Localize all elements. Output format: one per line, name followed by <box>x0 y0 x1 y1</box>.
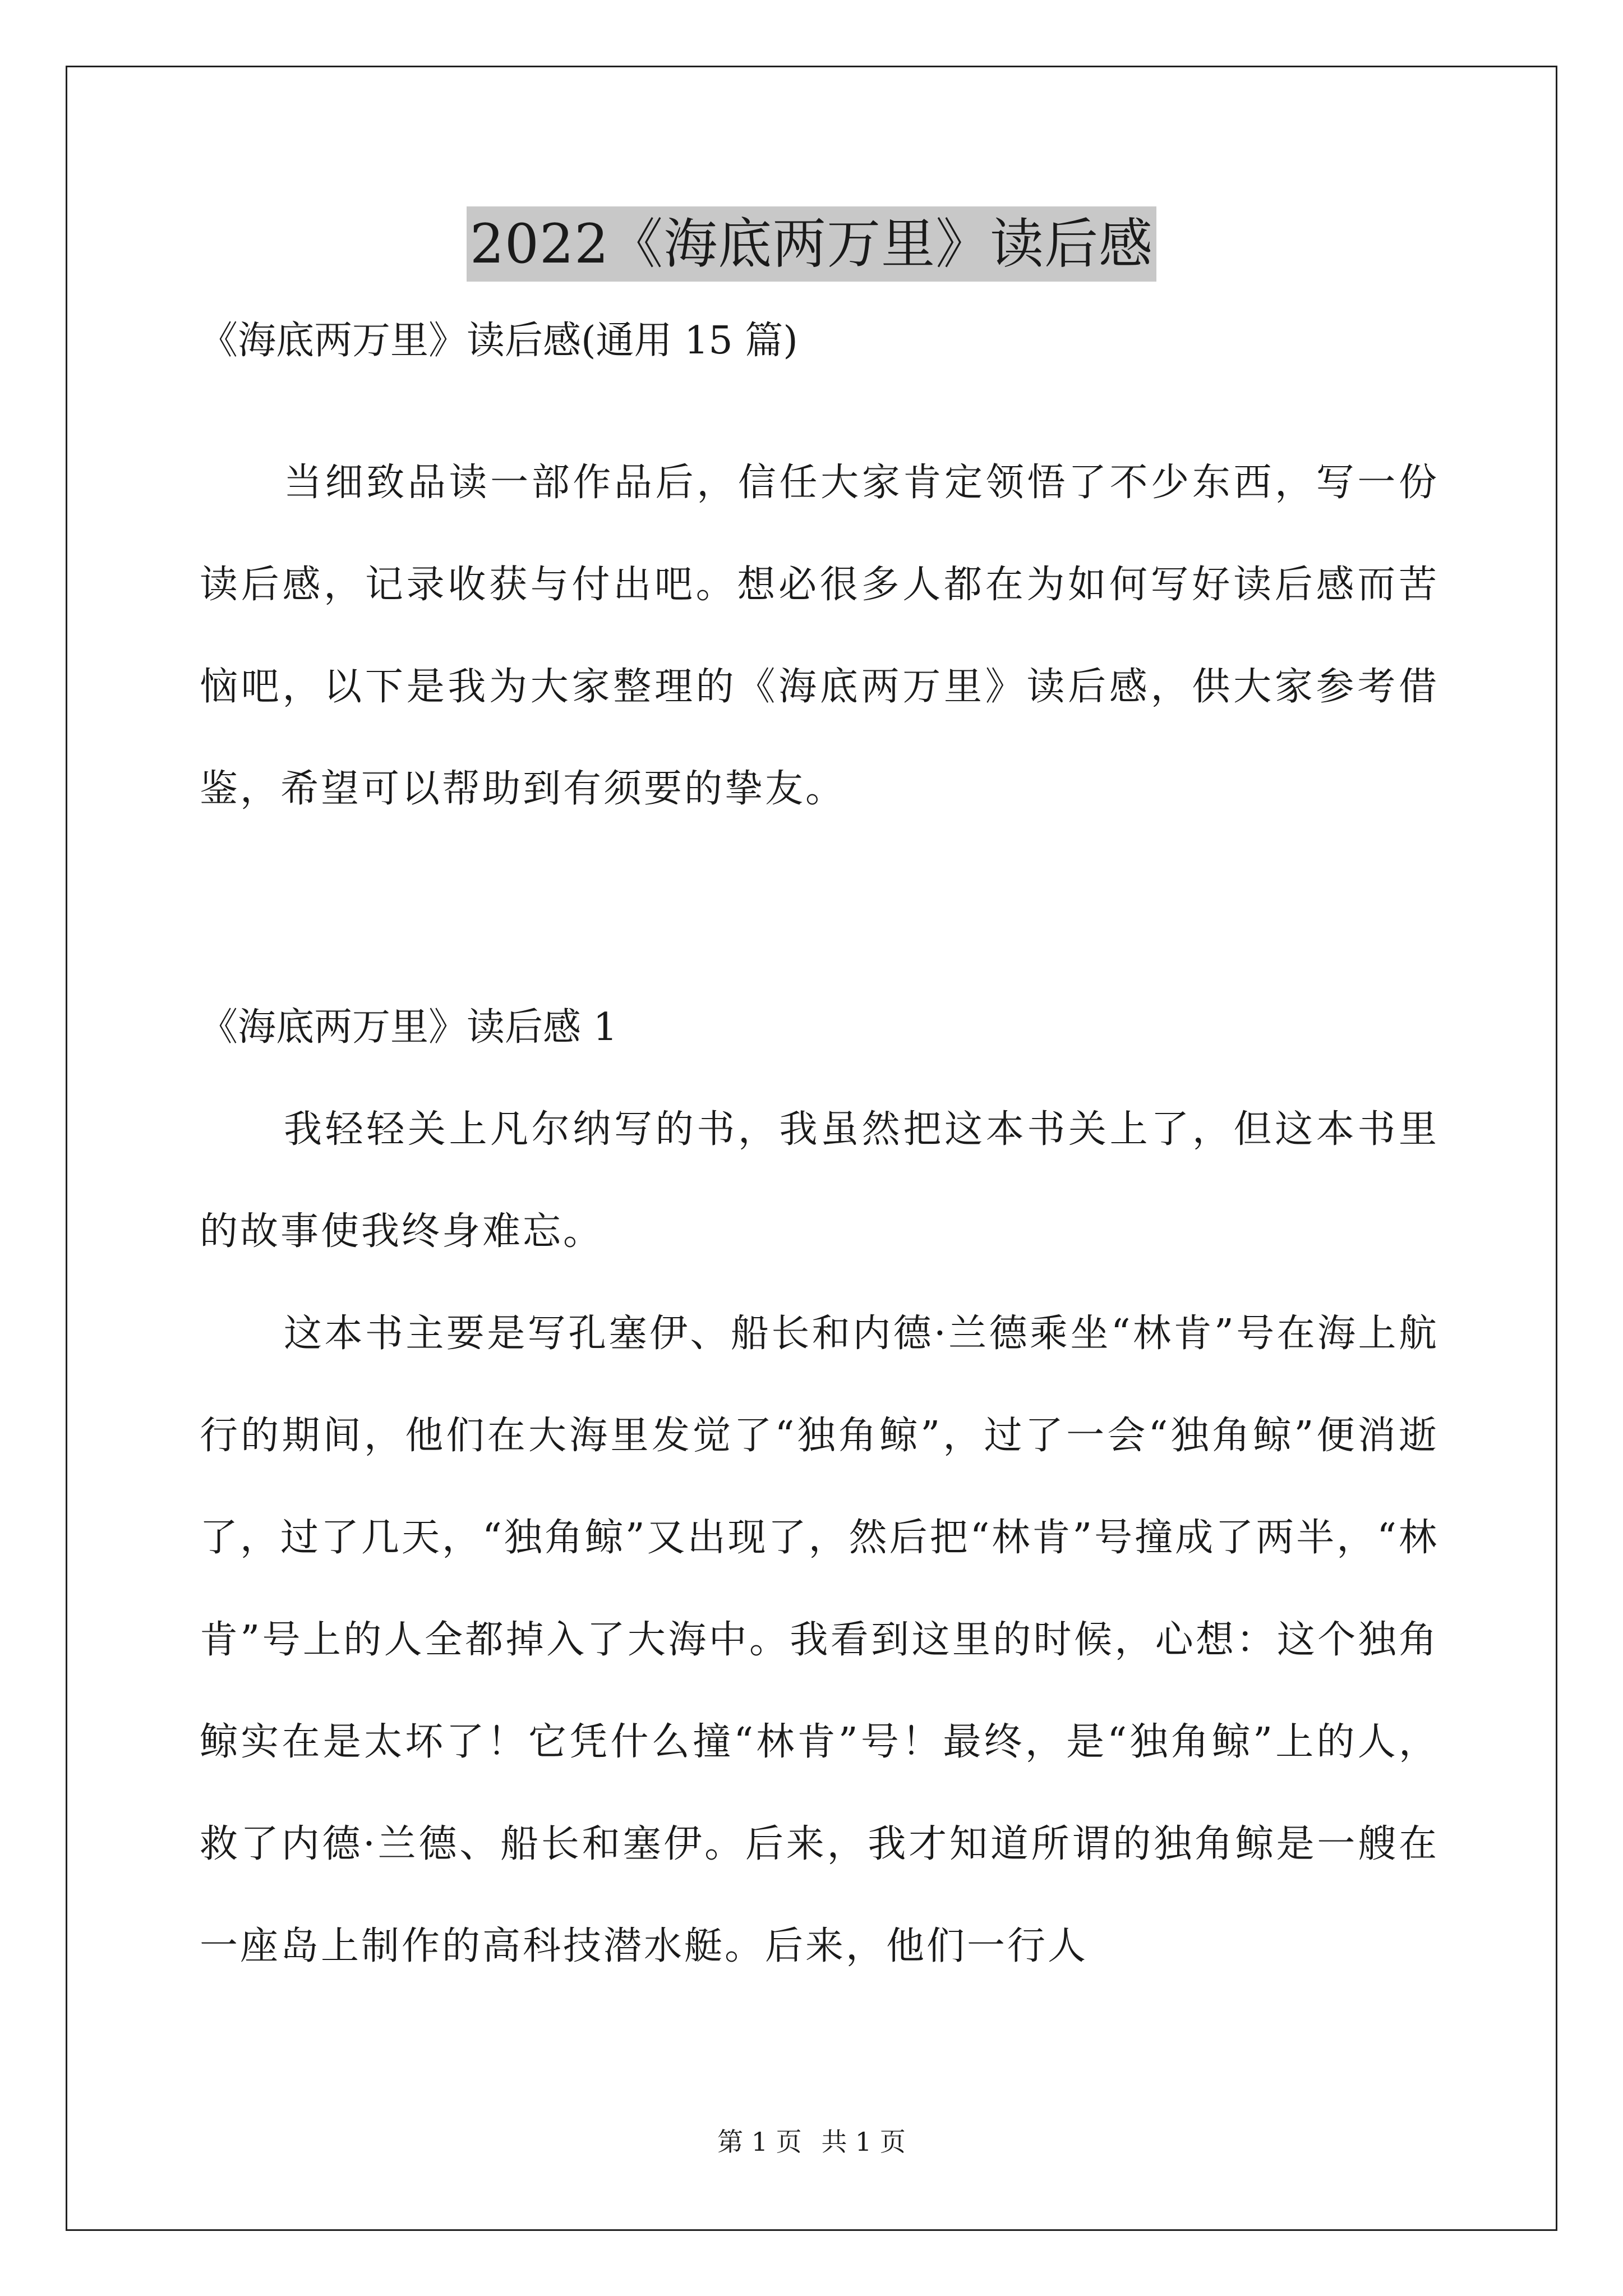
document-title: 2022《海底两万里》读后感 <box>467 206 1156 282</box>
intro-section <box>200 432 1439 840</box>
section-body <box>200 1079 1439 1998</box>
page-count: 共 1 页 <box>821 2127 906 2157</box>
title-container <box>0 206 1623 282</box>
intro-paragraph: 当细致品读一部作品后，信任大家肯定领悟了不少东西，写一份读后感，记录收获与付出吧。想必很多人都在为如何写好读后感而苦恼吧，以下是我为大家整理的《海底两万里》读后感，供大家参考借鉴，希望可以帮助到有须要的挚友。 <box>200 461 1439 811</box>
body-paragraph: 我轻轻关上凡尔纳写的书，我虽然把这本书关上了，但这本书里的故事使我终身难忘。 <box>200 1107 1439 1254</box>
page-footer <box>0 2125 1623 2159</box>
page-number: 第 1 页 <box>717 2127 802 2157</box>
section-heading: 《海底两万里》读后感 1 <box>200 1005 617 1050</box>
body-paragraph: 这本书主要是写孔塞伊、船长和内德·兰德乘坐“林肯”号在海上航行的期间，他们在大海里发觉了“独角鲸”，过了一会“独角鲸”便消逝了，过了几天，“独角鲸”又出现了，然后把“林肯”号撞成了两半，“林肯”号上的人全都掉入了大海中。我看到这里的时候，心想：这个独角鲸实在是太坏了！它凭什么撞“林肯”号！最终，是“独角鲸”上的人，救了内德·兰德、船长和塞伊。后来，我才知道所谓的独角鲸是一艘在一座岛上制作的高科技潜水艇。后来，他们一行人 <box>200 1312 1439 1968</box>
document-subtitle: 《海底两万里》读后感(通用 15 篇) <box>200 319 798 363</box>
